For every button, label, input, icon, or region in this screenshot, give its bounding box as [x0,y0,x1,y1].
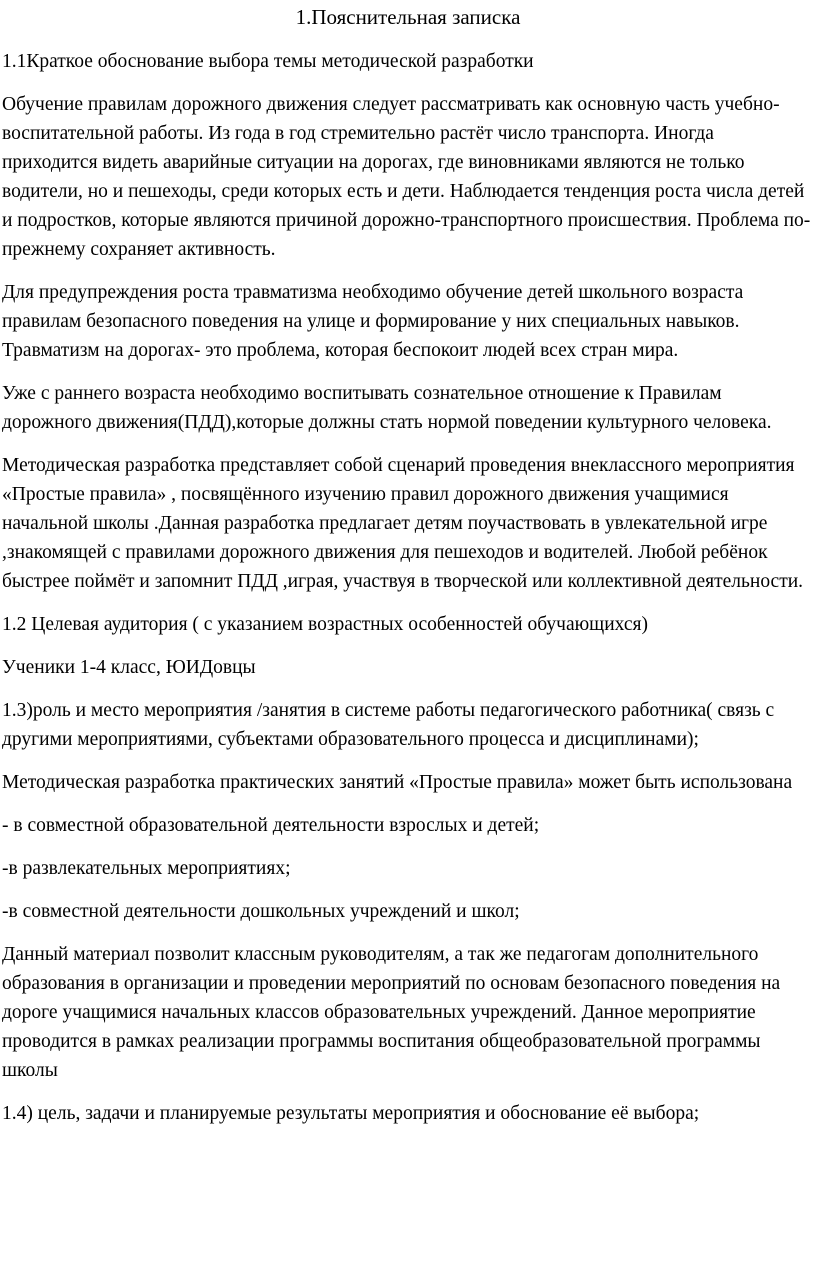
paragraph-early-age: Уже с раннего возраста необходимо воспитывать сознательное отношение к Правилам дорожного движения(ПДД),которые должны стать нормой поведении культурного человека. [2,383,772,433]
section-heading-1-2: 1.2 Целевая аудитория ( с указанием возрастных особенностей обучающихся) [2,614,648,635]
list-item-preschool-school: -в совместной деятельности дошкольных учреждений и школ; [2,901,520,922]
section-heading-1-1: 1.1Краткое обоснование выбора темы методической разработки [2,51,534,72]
section-heading-1-3: 1.3)роль и место мероприятия /занятия в системе работы педагогического работника( связь с другими мероприятиями, субъектами образовательного процесса и дисциплинами); [2,700,775,750]
paragraph-material-purpose: Данный материал позволит классным руководителям, а так же педагогам дополнительного образования в организации и проведении мероприятий по основам безопасного поведения на дороге учащимися начальных классов образовательных учреждений. Данное мероприятие проводится в рамках реализации программы воспитания общеобразовательной программы школы [2,944,781,1081]
paragraph-injury-prevention: Для предупреждения роста травматизма необходимо обучение детей школьного возраста правилам безопасного поведения на улице и формирование у них специальных навыков. Травматизм на дорогах- это проблема, которая беспокоит людей всех стран мира. [2,282,744,361]
paragraph-usage: Методическая разработка практических занятий «Простые правила» может быть использована [2,772,793,793]
list-item-entertainment: -в развлекательных мероприятиях; [2,858,291,879]
document-title: 1.Пояснительная записка [295,5,521,29]
section-heading-1-4: 1.4) цель, задачи и планируемые результаты мероприятия и обоснование её выбора; [2,1103,700,1124]
paragraph-audience: Ученики 1-4 класс, ЮИДовцы [2,657,256,678]
paragraph-methodical-development: Методическая разработка представляет собой сценарий проведения внеклассного мероприятия «Простые правила» , посвящённого изучению правил дорожного движения учащимися начальной школы .Данная разработка предлагает детям поучаствовать в увлекательной игре ,знакомящей с правилами дорожного движения для пешеходов и водителей. Любой ребёнок быстрее поймёт и запомнит ПДД ,играя, участвуя в творческой или коллективной деятельности. [2,455,804,592]
list-item-joint-activity: - в совместной образовательной деятельности взрослых и детей; [2,815,540,836]
paragraph-traffic-rules-intro: Обучение правилам дорожного движения следует рассматривать как основную часть учебно-воспитательной работы. Из года в год стремительно растёт число транспорта. Иногда приходится видеть аварийные ситуации на дорогах, где виновниками являются не только водители, но и пешеходы, среди которых есть и дети. Наблюдается тенденция роста числа детей и подростков, которые являются причиной дорожно-транспортного происшествия. Проблема по-прежнему сохраняет активность. [2,94,811,260]
